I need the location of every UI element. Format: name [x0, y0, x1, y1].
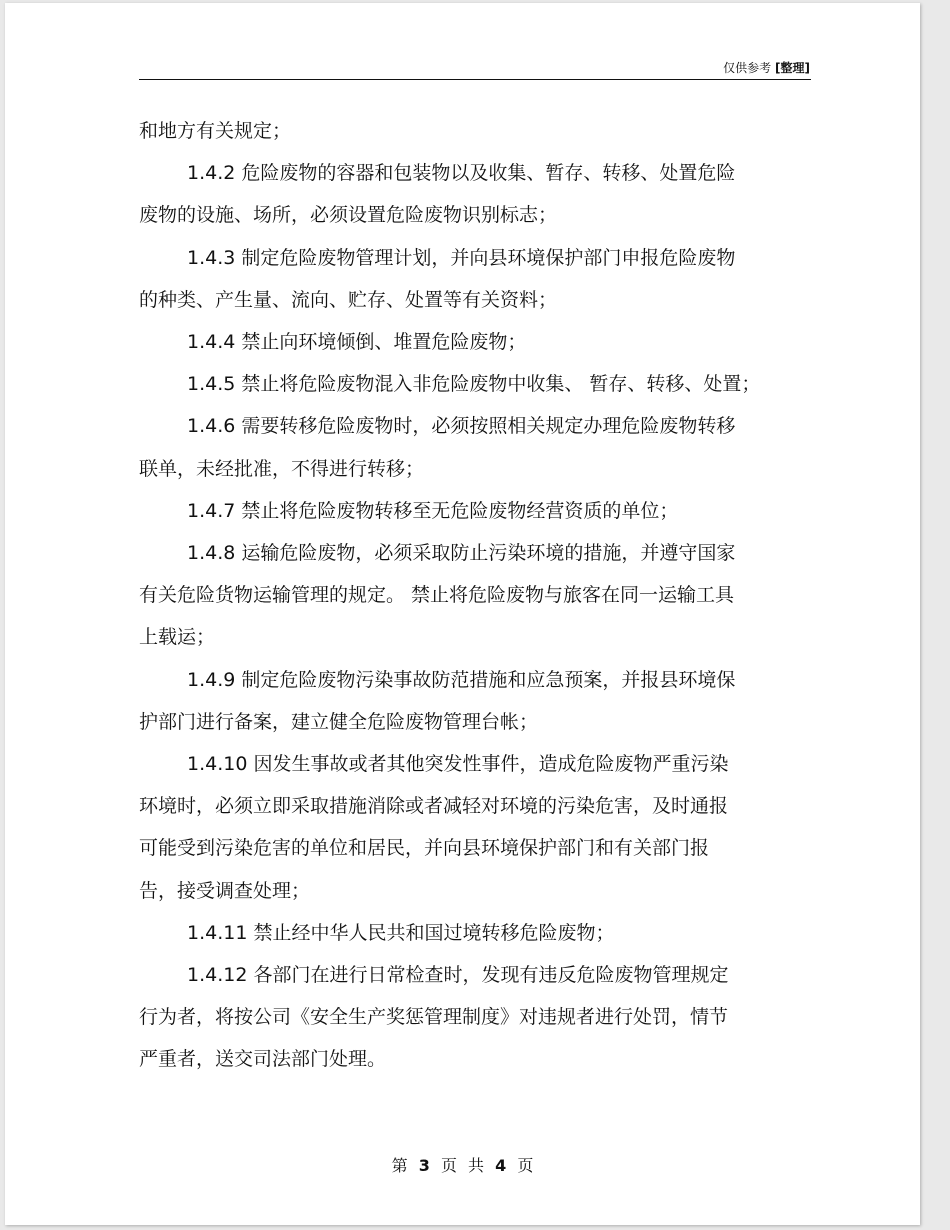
- footer-suffix: 页: [517, 1156, 534, 1175]
- body-line: 1.4.3 制定危险废物管理计划，并向县环境保护部门申报危险废物: [187, 247, 736, 269]
- body-line: 1.4.4 禁止向环境倾倒、堆置危险废物；: [187, 331, 527, 353]
- body-line: 1.4.8 运输危险废物，必须采取防止污染环境的措施，并遵守国家: [187, 542, 736, 564]
- body-line: 1.4.5 禁止将危险废物混入非危险废物中收集、 暂存、转移、处置；: [187, 373, 761, 395]
- body-line: 1.4.2 危险废物的容器和包装物以及收集、暂存、转移、处置危险: [187, 162, 736, 184]
- body-line: 联单，未经批准，不得进行转移；: [139, 458, 425, 480]
- body-line: 1.4.10 因发生事故或者其他突发性事件，造成危险废物严重污染: [187, 753, 729, 775]
- body-line: 1.4.12 各部门在进行日常检查时，发现有违反危险废物管理规定: [187, 964, 729, 986]
- body-line: 护部门进行备案，建立健全危险废物管理台帐；: [139, 711, 539, 733]
- body-line: 1.4.6 需要转移危险废物时，必须按照相关规定办理危险废物转移: [187, 415, 736, 437]
- footer-prefix: 第: [391, 1156, 408, 1175]
- body-line: 1.4.9 制定危险废物污染事故防范措施和应急预案，并报县环境保: [187, 669, 736, 691]
- total-page-count: 4: [495, 1156, 507, 1175]
- body-line: 有关危险货物运输管理的规定。 禁止将危险废物与旅客在同一运输工具: [139, 584, 735, 606]
- body-line: 1.4.11 禁止经中华人民共和国过境转移危险废物；: [187, 922, 615, 944]
- body-line: 可能受到污染危害的单位和居民，并向县环境保护部门和有关部门报: [139, 837, 710, 859]
- body-line: 1.4.7 禁止将危险废物转移至无危险废物经营资质的单位；: [187, 500, 679, 522]
- body-line: 告，接受调查处理；: [139, 880, 311, 902]
- document-page: [5, 3, 920, 1225]
- header-text: 仅供参考: [723, 61, 772, 75]
- header-rule: [139, 79, 811, 80]
- body-line: 和地方有关规定；: [139, 120, 292, 142]
- body-line: 上载运；: [139, 626, 216, 648]
- body-line: 环境时，必须立即采取措施消除或者减轻对环境的污染危害，及时通报: [139, 795, 729, 817]
- current-page-number: 3: [418, 1156, 430, 1175]
- body-line: 废物的设施、场所，必须设置危险废物识别标志；: [139, 204, 558, 226]
- footer-middle: 页 共: [440, 1156, 485, 1175]
- header-tag: [整理]: [775, 61, 810, 75]
- body-line: 行为者，将按公司《安全生产奖惩管理制度》对违规者进行处罚，情节: [139, 1006, 729, 1028]
- page-header: [723, 59, 810, 76]
- body-line: 严重者，送交司法部门处理。: [139, 1048, 387, 1070]
- body-line: 的种类、产生量、流向、贮存、处置等有关资料；: [139, 289, 558, 311]
- page-footer: [5, 1153, 920, 1176]
